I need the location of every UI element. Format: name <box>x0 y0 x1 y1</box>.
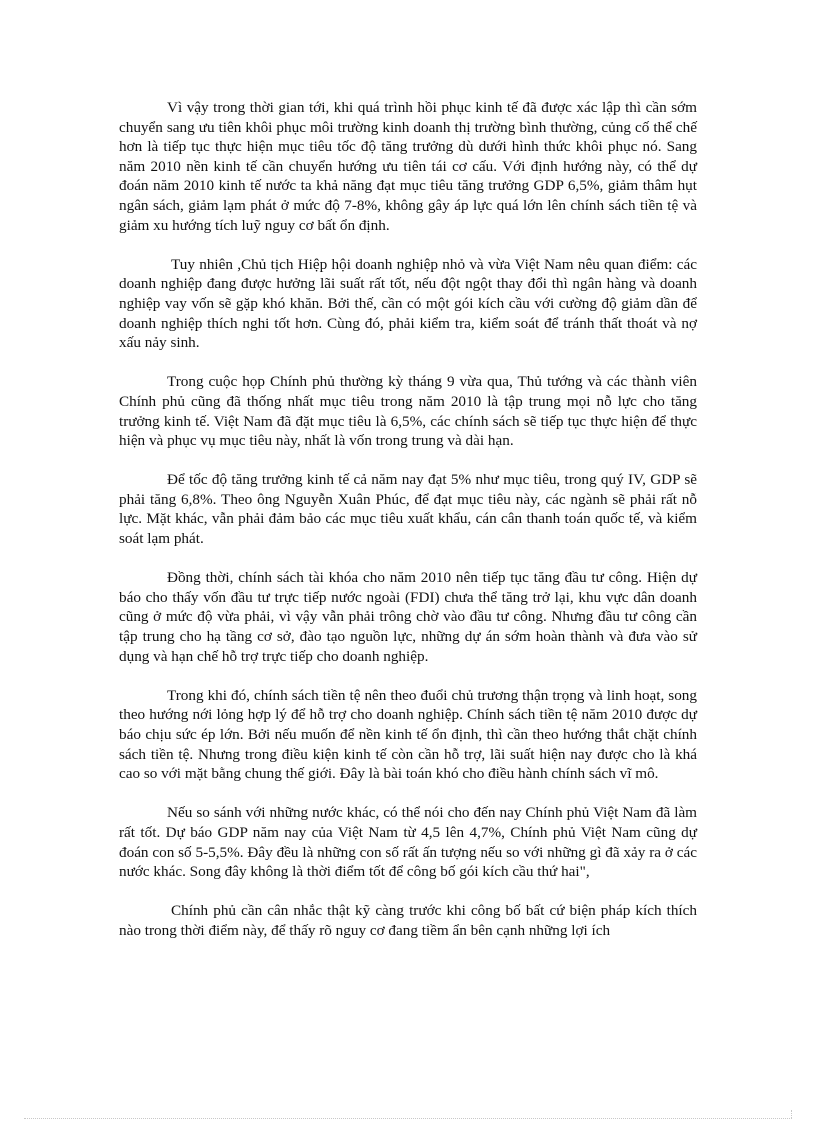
paragraph-7: Nếu so sánh với những nước khác, có thể nói cho đến nay Chính phủ Việt Nam đã làm rất tốt. Dự báo GDP năm nay của Việt Nam từ 4,5 lên 4,7%, Chính phủ Việt Nam cũng dự đoán con số 5-5,5%. Đây đều là những con số rất ấn tượng nếu so với những gì đã xảy ra ở các nước khác. Song đây không là thời điểm tốt để công bố gói kích cầu thứ hai", <box>119 804 697 881</box>
paragraph-3: Trong cuộc họp Chính phủ thường kỳ tháng 9 vừa qua, Thủ tướng và các thành viên Chính phủ cũng đã thống nhất mục tiêu trong năm 2010 là tập trung mọi nỗ lực cho tăng trưởng kinh tế. Việt Nam đã đặt mục tiêu là 6,5%, các chính sách sẽ tiếp tục thực hiện để thực hiện và phục vụ mục tiêu này, nhất là vốn trong trung và dài hạn. <box>119 373 697 450</box>
paragraph-6: Trong khi đó, chính sách tiền tệ nên theo đuổi chủ trương thận trọng và linh hoạt, song theo hướng nới lỏng hợp lý để hỗ trợ cho doanh nghiệp. Chính sách tiền tệ năm 2010 được dự báo chịu sức ép lớn. Bởi nếu muốn để nền kinh tế ổn định, thì cần theo hướng thắt chặt chính sách tiền tệ. Nhưng trong điều kiện kinh tế còn cần hỗ trợ, lãi suất hiện nay được cho là khá cao so với mặt bằng chung thế giới. Đây là bài toán khó cho điều hành chính sách vĩ mô. <box>119 686 697 783</box>
paragraph-8: Chính phủ cần cân nhắc thật kỹ càng trước khi công bố bất cứ biện pháp kích thích nào trong thời điểm này, để thấy rõ nguy cơ đang tiềm ẩn bên cạnh những lợi ích <box>119 902 697 939</box>
paragraph-2: Tuy nhiên ,Chủ tịch Hiệp hội doanh nghiệp nhỏ và vừa Việt Nam nêu quan điểm: các doanh nghiệp đang được hưởng lãi suất rất tốt, nếu đột ngột thay đổi thì ngân hàng và doanh nghiệp vay vốn sẽ gặp khó khăn. Bởi thế, cần có một gói kích cầu với cường độ giảm dần để doanh nghiệp thích nghi tốt hơn. Cùng đó, phải kiểm tra, kiểm soát để tránh thất thoát và nợ xấu nảy sinh. <box>119 255 697 352</box>
paragraph-1: Vì vậy trong thời gian tới, khi quá trình hồi phục kinh tế đã được xác lập thì cần sớm chuyển sang ưu tiên khôi phục môi trường kinh doanh thị trường bình thường, củng cố thể chế hơn là tiếp tục thực hiện mục tiêu tốc độ tăng trưởng dù dưới hình thức khôi phục nó. Sang năm 2010 nền kinh tế cần chuyển hướng ưu tiên tái cơ cấu. Với định hướng này, có thể dự đoán năm 2010 kinh tế nước ta khả năng đạt mục tiêu tăng trưởng GDP 6,5%, giảm thâm hụt ngân sách, giảm lạm phát ở mức độ 7-8%, không gây áp lực quá lớn lên chính sách tiền tệ và giảm xu hướng tích luỹ nguy cơ bất ổn định. <box>119 99 697 234</box>
page-corner-mark <box>791 1110 792 1118</box>
document-body <box>119 98 697 941</box>
paragraph-5: Đồng thời, chính sách tài khóa cho năm 2010 nên tiếp tục tăng đầu tư công. Hiện dự báo cho thấy vốn đầu tư trực tiếp nước ngoài (FDI) chưa thể tăng trở lại, khu vực dân doanh cũng ở mức độ vừa phải, vì vậy vẫn phải trông chờ vào đầu tư công. Nhưng đầu tư công cần tập trung cho hạ tầng cơ sở, đào tạo nguồn lực, những dự án sớm hoàn thành và đưa vào sử dụng và hạn chế hỗ trợ trực tiếp cho doanh nghiệp. <box>119 569 697 665</box>
page-bottom-border <box>24 1118 792 1119</box>
paragraph-4: Để tốc độ tăng trưởng kinh tế cả năm nay đạt 5% như mục tiêu, trong quý IV, GDP sẽ phải tăng 6,8%. Theo ông Nguyễn Xuân Phúc, để đạt mục tiêu này, các ngành sẽ phải rất nỗ lực. Mặt khác, vẫn phải đảm bảo các mục tiêu xuất khẩu, cán cân thanh toán quốc tế, và kiểm soát lạm phát. <box>119 471 697 548</box>
